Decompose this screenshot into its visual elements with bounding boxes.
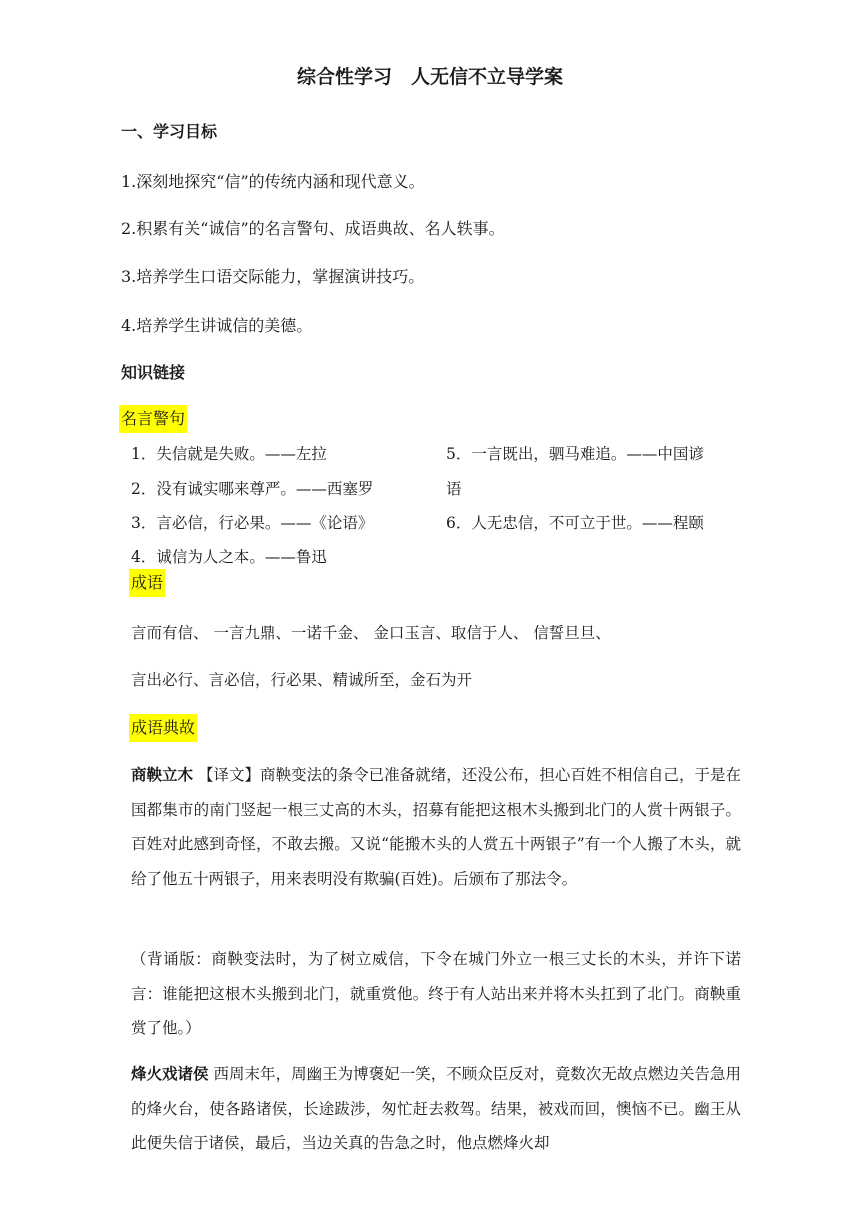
goal-item-1: 1.深刻地探究“信”的传统内涵和现代意义。 [121,172,425,191]
story-recite-version: （背诵版：商鞅变法时，为了树立威信，下令在城门外立一根三丈长的木头，并许下诺言：谁能把这根木头搬到北门，就重赏他。终于有人站出来并将木头扛到了北门。商鞅重赏了他。） [131,950,741,1037]
section-heading-goals: 一、学习目标 [121,122,218,141]
story-fenghuo [131,1057,741,1161]
goal-item-3: 3.培养学生口语交际能力，掌握演讲技巧。 [121,267,425,286]
quote-item-3: 3．言必信，行必果。——《论语》 [131,514,374,532]
idioms-line-1: 言而有信、 一言九鼎、一诺千金、 金口玉言、取信于人、 信誓旦旦、 [131,624,611,642]
highlight-label-stories: 成语典故 [129,714,197,742]
goal-item-2: 2.积累有关“诚信”的名言警句、成语典故、名人轶事。 [121,219,505,238]
story-title-shangyang: 商鞅立木 [131,766,194,784]
goal-item-4: 4.培养学生讲诚信的美德。 [121,316,313,335]
quote-item-4: 4．诚信为人之本。——鲁迅 [131,548,327,566]
quote-item-5-line2: 语 [446,480,462,498]
quote-item-5-line1: 5．一言既出，驷马难追。——中国谚 [446,445,704,463]
highlight-label-idioms: 成语 [129,569,165,597]
quote-item-1: 1．失信就是失败。——左拉 [131,445,327,463]
highlight-label-quotes: 名言警句 [119,405,187,433]
story-body-shangyang: 【译文】商鞅变法的条令已准备就绪，还没公布，担心百姓不相信自己，于是在国都集市的南门竖起一根三丈高的木头，招募有能把这根木头搬到北门的人赏十两银子。百姓对此感到奇怪，不敢去搬。又说“能搬木头的人赏五十两银子”有一个人搬了木头，就给了他五十两银子，用来表明没有欺骗(百姓)。后颁布了那法令。 [131,766,741,888]
story-body-fenghuo: 西周末年，周幽王为博褒妃一笑，不顾众臣反对，竟数次无故点燃边关告急用的烽火台，使各路诸侯，长途跋涉，匆忙赶去救驾。结果，被戏而回，懊恼不已。幽王从此便失信于诸侯，最后，当边关真的告急之时，他点燃烽火却 [131,1065,741,1152]
idioms-line-2: 言出必行、言必信，行必果、精诚所至，金石为开 [131,671,473,689]
story-title-fenghuo: 烽火戏诸侯 [131,1065,209,1083]
page-title: 综合性学习 人无信不立导学案 [296,66,563,88]
section-heading-knowledge: 知识链接 [121,363,186,382]
story-shangyang [131,758,741,896]
quote-item-6: 6．人无忠信，不可立于世。——程颐 [446,514,704,532]
quote-item-2: 2．没有诚实哪来尊严。——西塞罗 [131,480,374,498]
